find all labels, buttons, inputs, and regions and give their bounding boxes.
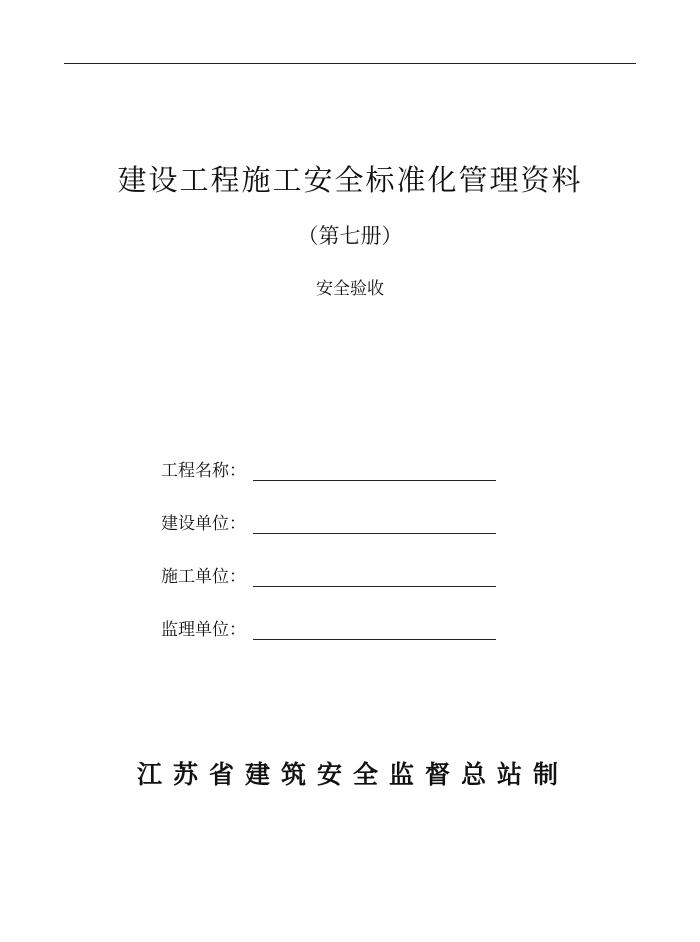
field-construction-unit	[161, 483, 501, 536]
field-project-name	[161, 430, 501, 483]
field-supervision-unit	[161, 589, 501, 642]
blank-line	[253, 586, 496, 587]
document-title: 建设工程施工安全标准化管理资料	[117, 163, 583, 197]
blank-line	[253, 480, 496, 481]
issuer-line: 江苏省建筑安全监督总站制	[136, 760, 569, 789]
header-rule	[64, 63, 636, 64]
section-title: 安全验收	[316, 279, 384, 299]
blank-line	[253, 639, 496, 640]
field-label: 工程名称：	[161, 461, 246, 481]
field-label: 建设单位：	[161, 514, 246, 534]
field-contractor-unit	[161, 536, 501, 589]
field-label: 施工单位：	[161, 567, 246, 587]
blank-line	[253, 533, 496, 534]
field-label: 监理单位：	[161, 620, 246, 640]
volume-label: （第七册）	[297, 224, 403, 248]
info-fields	[161, 430, 501, 642]
